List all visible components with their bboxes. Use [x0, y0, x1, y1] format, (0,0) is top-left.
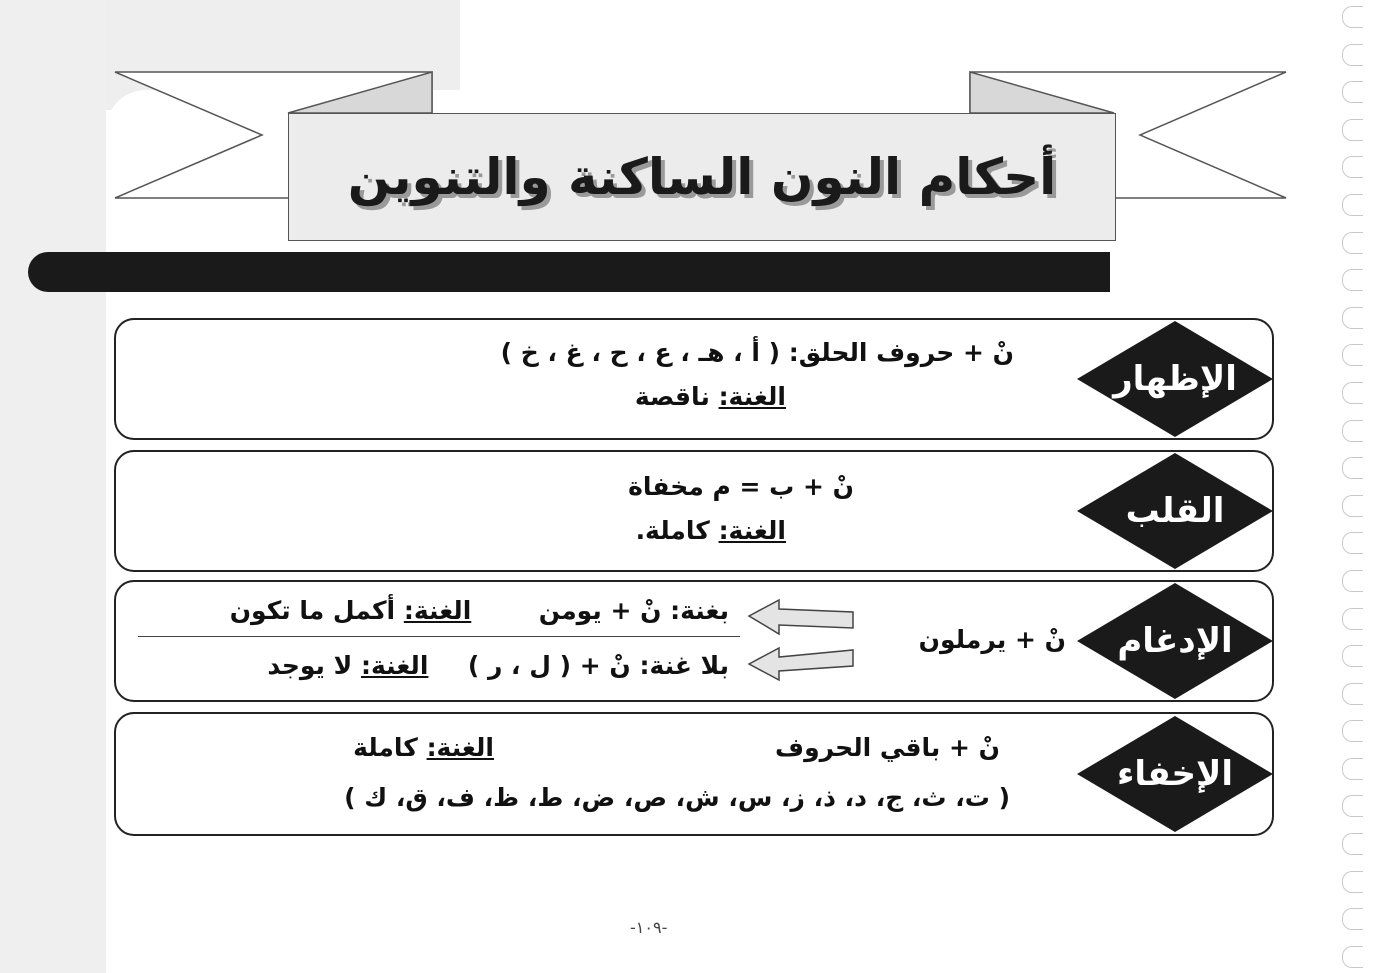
rule-label-iqlab: القلب	[1077, 453, 1273, 569]
izhar-letters: نْ + حروف الحلق: ( أ ، هـ ، ع ، ح ، غ ، خ )	[500, 338, 1014, 367]
ikhfa-rule: نْ + باقي الحروف	[775, 733, 1000, 762]
idgham-divider	[138, 636, 740, 637]
page-title: أحكام النون الساكنة والتنوين	[347, 148, 1057, 206]
idgham-main: نْ + يرملون	[918, 625, 1066, 654]
ikhfa-ghunna: الغنة: كاملة	[353, 733, 494, 762]
title-banner	[288, 113, 1116, 241]
arrow-left-icon	[745, 598, 857, 638]
rule-label-idgham: الإدغام	[1077, 583, 1273, 699]
rule-label-ikhfa: الإخفاء	[1077, 716, 1273, 832]
ikhfa-letters: ( ت، ث، ج، د، ذ، ز، س، ش، ص، ض، ط، ظ، ف، ق، ك )	[344, 783, 1010, 812]
idgham-without-ghunna: بلا غنة: نْ + ( ل ، ر ) الغنة: لا يوجد	[267, 651, 729, 680]
title-underline-bar	[28, 252, 1110, 292]
izhar-ghunna: الغنة: ناقصة	[634, 382, 786, 411]
arrow-left-icon	[745, 642, 857, 682]
iqlab-ghunna: الغنة: كاملة.	[635, 516, 786, 545]
idgham-with-ghunna: بغنة: نْ + يومن الغنة: أكمل ما تكون	[229, 596, 729, 625]
rule-label-izhar: الإظهار	[1077, 321, 1273, 437]
iqlab-rule: نْ + ب = م مخفاة	[628, 472, 854, 501]
page-number: -١٠٩-	[630, 918, 668, 937]
